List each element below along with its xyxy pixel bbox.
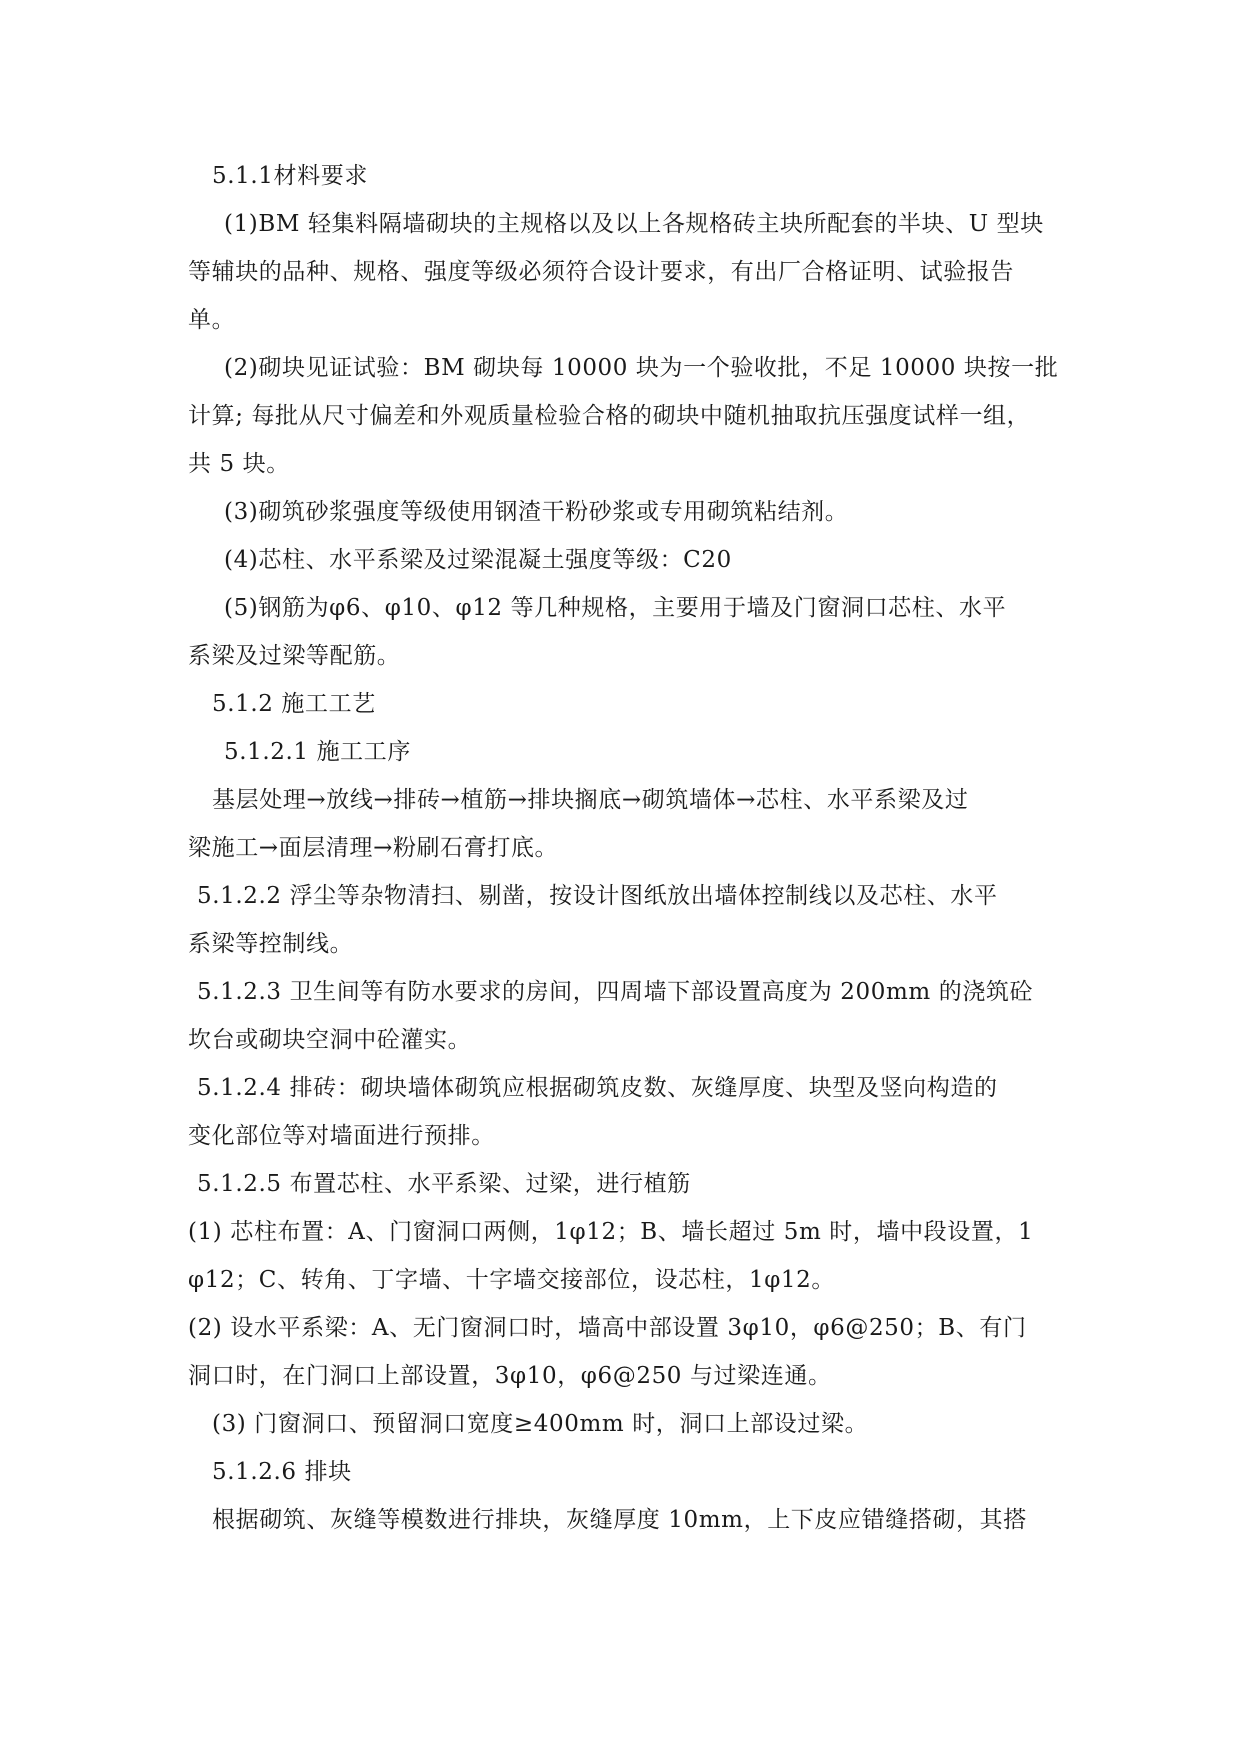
- section-heading-5-1-2-5: 5.1.2.5 布置芯柱、水平系梁、过梁，进行植筋: [197, 1171, 691, 1197]
- paragraph-line: 洞口时，在门洞口上部设置，3φ10，φ6@250 与过梁连通。: [188, 1363, 832, 1389]
- paragraph-line: (3)砌筑砂浆强度等级使用钢渣干粉砂浆或专用砌筑粘结剂。: [224, 499, 849, 525]
- section-heading-5-1-2-1: 5.1.2.1 施工工序: [224, 739, 411, 765]
- paragraph-line: 等辅块的品种、规格、强度等级必须符合设计要求，有出厂合格证明、试验报告: [188, 259, 1014, 285]
- paragraph-line: (2) 设水平系梁：A、无门窗洞口时，墙高中部设置 3φ10，φ6@250；B、有门: [188, 1315, 1027, 1341]
- paragraph-line: 基层处理→放线→排砖→植筋→排块搁底→砌筑墙体→芯柱、水平系梁及过: [212, 787, 969, 813]
- paragraph-line: 5.1.2.3 卫生间等有防水要求的房间，四周墙下部设置高度为 200mm 的浇筑砼: [197, 979, 1034, 1005]
- paragraph-line: 系梁及过梁等配筋。: [188, 643, 401, 669]
- section-heading-5-1-2: 5.1.2 施工工艺: [212, 691, 376, 717]
- paragraph-line: 共 5 块。: [188, 451, 290, 477]
- paragraph-line: 5.1.2.2 浮尘等杂物清扫、剔凿，按设计图纸放出墙体控制线以及芯柱、水平: [197, 883, 998, 909]
- paragraph-line: (1)BM 轻集料隔墙砌块的主规格以及以上各规格砖主块所配套的半块、U 型块: [224, 211, 1044, 237]
- paragraph-line: 系梁等控制线。: [188, 931, 354, 957]
- paragraph-line: 根据砌筑、灰缝等模数进行排块，灰缝厚度 10mm，上下皮应错缝搭砌，其搭: [212, 1507, 1027, 1533]
- section-heading-5-1-2-6: 5.1.2.6 排块: [212, 1459, 352, 1485]
- paragraph-line: (3) 门窗洞口、预留洞口宽度≥400mm 时，洞口上部设过梁。: [212, 1411, 869, 1437]
- paragraph-line: 计算; 每批从尺寸偏差和外观质量检验合格的砌块中随机抽取抗压强度试样一组，: [188, 403, 1031, 429]
- section-heading-5-1-1: 5.1.1材料要求: [212, 163, 368, 189]
- paragraph-line: (2)砌块见证试验：BM 砌块每 10000 块为一个验收批，不足 10000 块按一批: [224, 355, 1059, 381]
- paragraph-line: (1) 芯柱布置：A、门窗洞口两侧，1φ12；B、墙长超过 5m 时，墙中段设置，1: [188, 1219, 1034, 1245]
- paragraph-line: 梁施工→面层清理→粉刷石膏打底。: [188, 835, 559, 861]
- paragraph-line: 坎台或砌块空洞中砼灌实。: [188, 1027, 472, 1053]
- paragraph-line: 单。: [188, 307, 236, 333]
- paragraph-line: φ12；C、转角、丁字墙、十字墙交接部位，设芯柱，1φ12。: [188, 1267, 835, 1293]
- paragraph-line: 5.1.2.4 排砖：砌块墙体砌筑应根据砌筑皮数、灰缝厚度、块型及竖向构造的: [197, 1075, 998, 1101]
- paragraph-line: 变化部位等对墙面进行预排。: [188, 1123, 495, 1149]
- paragraph-line: (4)芯柱、水平系梁及过梁混凝土强度等级：C20: [224, 547, 732, 573]
- paragraph-line: (5)钢筋为φ6、φ10、φ12 等几种规格，主要用于墙及门窗洞口芯柱、水平: [224, 595, 1007, 621]
